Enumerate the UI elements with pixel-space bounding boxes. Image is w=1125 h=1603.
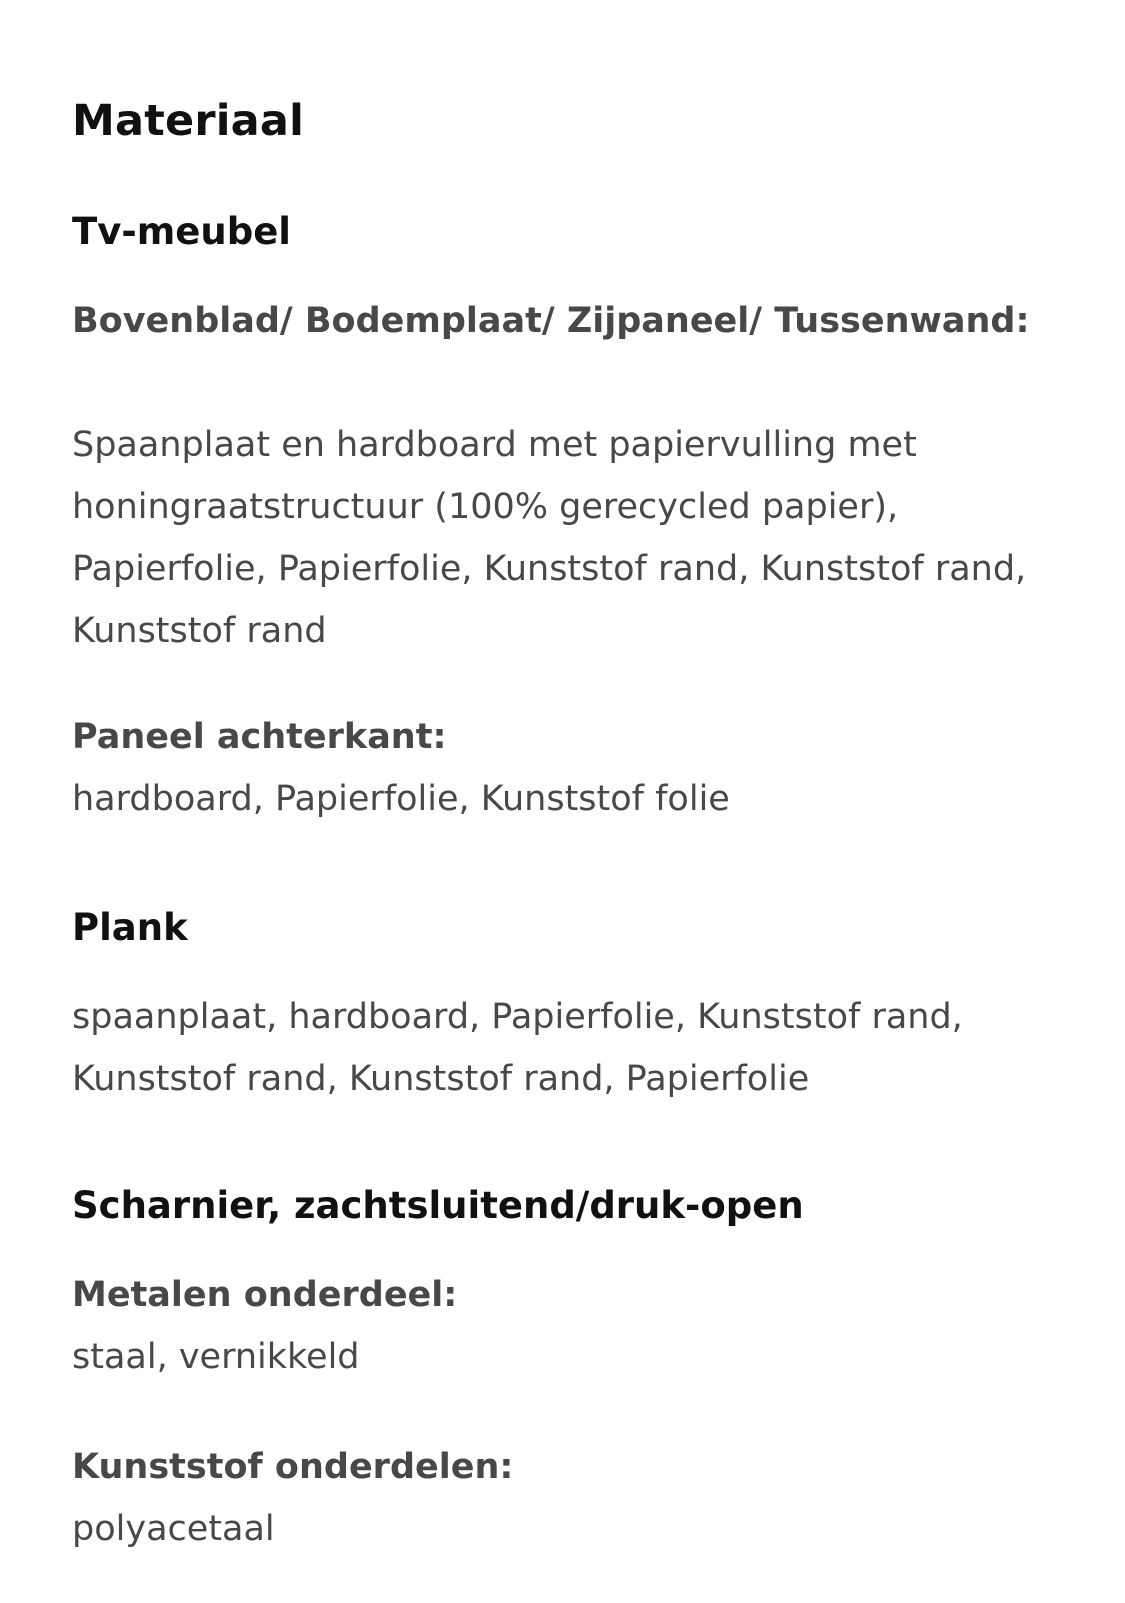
section-title-plank: Plank: [72, 906, 188, 949]
part-label-bovenblad: Bovenblad/ Bodemplaat/ Zijpaneel/ Tussenwand:: [72, 301, 1030, 341]
part-label-metalen-onderdeel: Metalen onderdeel:: [72, 1275, 458, 1315]
part-value-bovenblad: Spaanplaat en hardboard met papiervulling met honingraatstructuur (100% gerecycled papier), Papierfolie, Papierfolie, Kunststof rand, Kunststof rand, Kunststof rand: [72, 425, 1027, 651]
part-label-paneel-achterkant: Paneel achterkant:: [72, 717, 447, 757]
page-title: Materiaal: [72, 96, 305, 146]
part-value-paneel-achterkant: hardboard, Papierfolie, Kunststof folie: [72, 779, 730, 819]
part-label-kunststof-onderdelen: Kunststof onderdelen:: [72, 1447, 514, 1487]
section-title-scharnier: Scharnier, zachtsluitend/druk-open: [72, 1184, 804, 1227]
part-value-metalen-onderdeel: staal, vernikkeld: [72, 1337, 360, 1377]
section-title-tv-meubel: Tv-meubel: [72, 210, 291, 253]
part-value-plank: spaanplaat, hardboard, Papierfolie, Kunststof rand, Kunststof rand, Kunststof rand, Papierfolie: [72, 997, 963, 1099]
part-value-kunststof-onderdelen: polyacetaal: [72, 1509, 275, 1549]
